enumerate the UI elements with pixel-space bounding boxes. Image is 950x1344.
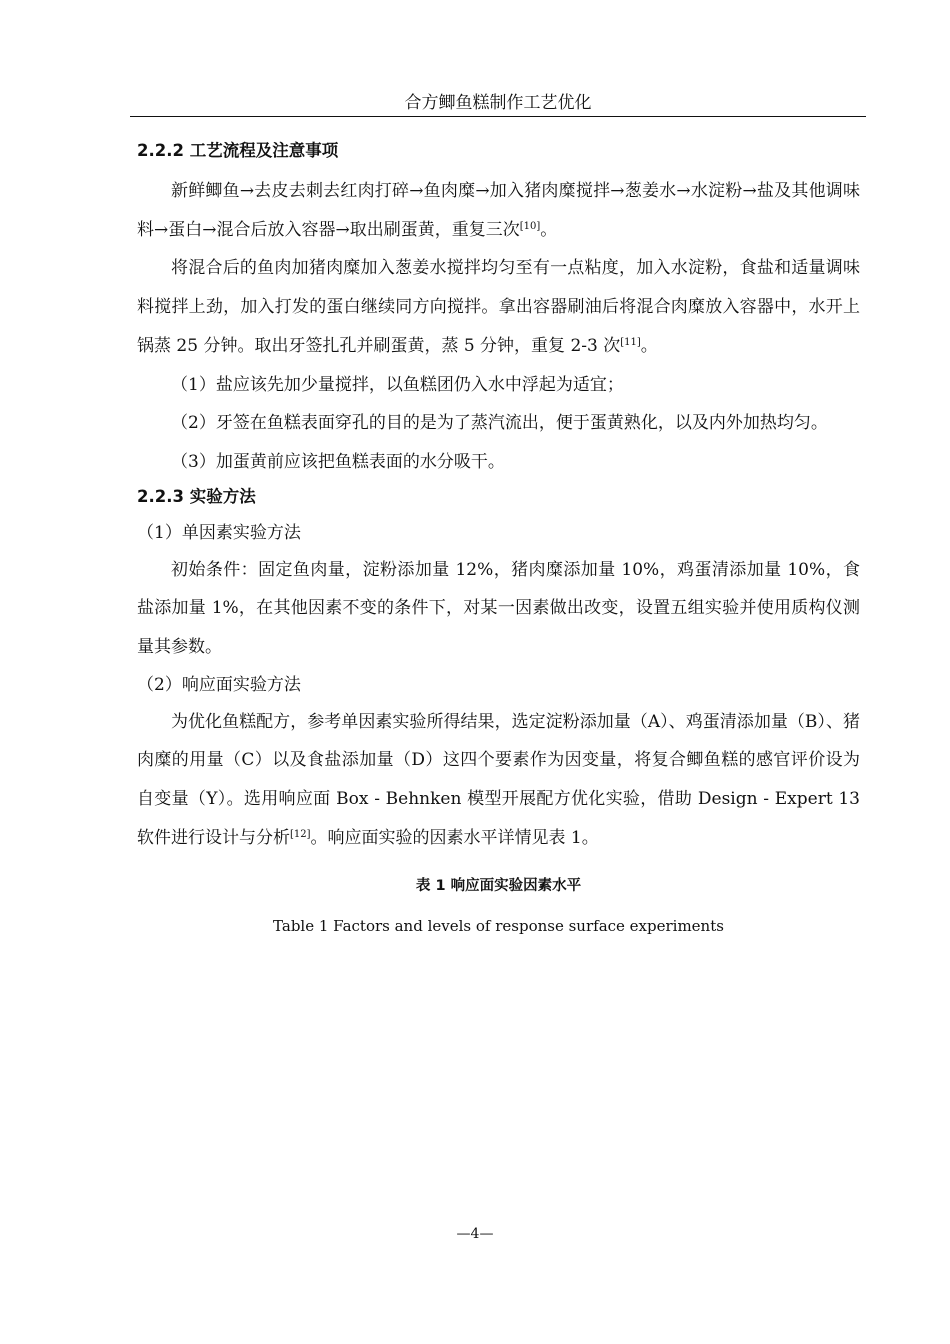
procedure-text: 将混合后的鱼肉加猪肉糜加入葱姜水搅拌均匀至有一点粘度，加入水淀粉，食盐和适量调味料搅拌上劲，加入打发的蛋白继续同方向搅拌。拿出容器刷油后将混合肉糜放入容器中，水开上锅蒸 25 分钟。取出牙签扎孔并刷蛋黄，蒸 5 分钟，重复 2-3 次 <box>137 258 860 356</box>
citation-10[interactable]: [10] <box>519 220 541 232</box>
page-content <box>137 136 860 937</box>
subheading-response-surface: （2）响应面实验方法 <box>137 674 301 695</box>
table-caption-en: Table 1 Factors and levels of response surface experiments <box>273 916 724 935</box>
note-2: （2）牙签在鱼糕表面穿孔的目的是为了蒸汽流出，便于蛋黄熟化，以及内外加热均匀。 <box>171 413 828 434</box>
table-caption-cn: 表 1 响应面实验因素水平 <box>415 877 582 894</box>
process-flow-end: 。 <box>540 219 558 240</box>
subheading-single-factor: （1）单因素实验方法 <box>137 522 301 543</box>
procedure-end: 。 <box>640 335 658 356</box>
note-1: （1）盐应该先加少量搅拌，以鱼糕团仍入水中浮起为适宜； <box>171 374 624 395</box>
citation-11[interactable]: [11] <box>620 336 641 348</box>
page-number: —4— <box>456 1226 494 1242</box>
process-flow-text: 新鲜鲫鱼→去皮去刺去红肉打碎→鱼肉糜→加入猪肉糜搅拌→葱姜水→水淀粉→盐及其他调味料→蛋白→混合后放入容器→取出刷蛋黄，重复三次 <box>137 181 860 240</box>
citation-12[interactable]: [12] <box>290 828 311 840</box>
page-header-title: 合方鲫鱼糕制作工艺优化 <box>130 92 866 117</box>
response-surface-paragraph <box>137 703 860 858</box>
single-factor-paragraph: 初始条件：固定鱼肉量，淀粉添加量 12%，猪肉糜添加量 10%，鸡蛋清添加量 10%，食盐添加量 1%，在其他因素不变的条件下，对某一因素做出改变，设置五组实验并使用质构仪测量其参数。 <box>137 559 860 658</box>
section-heading-2-2-2: 2.2.2 工艺流程及注意事项 <box>137 141 339 160</box>
section-heading-2-2-3: 2.2.3 实验方法 <box>137 486 256 506</box>
response-surface-text: 为优化鱼糕配方，参考单因素实验所得结果，选定淀粉添加量（A）、鸡蛋清添加量（B）、猪肉糜的用量（C）以及食盐添加量（D）这四个要素作为因变量，将复合鲫鱼糕的感官评价设为自变量（Y）。选用响应面 Box - Behnken 模型开展配方优化实验，借助 Design - Expert 13 软件进行设计与分析 <box>137 711 860 848</box>
process-flow-paragraph <box>137 172 860 249</box>
procedure-paragraph <box>137 249 860 365</box>
note-3: （3）加蛋黄前应该把鱼糕表面的水分吸干。 <box>171 451 505 472</box>
response-surface-end: 。响应面实验的因素水平详情见表 1。 <box>310 827 599 848</box>
